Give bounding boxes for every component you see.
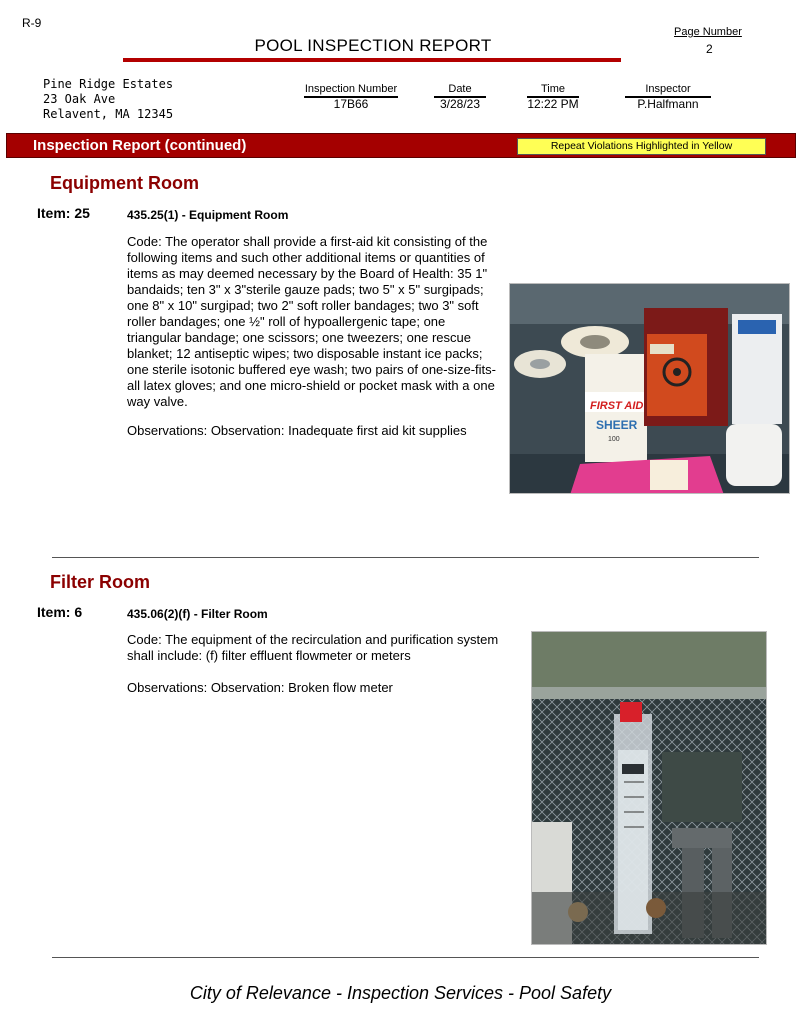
flow-meter-photo-drawing xyxy=(532,632,767,945)
footer-text: City of Relevance - Inspection Services - Pool Safety xyxy=(189,983,612,1003)
facility-city: Relavent, MA 12345 xyxy=(43,107,174,121)
date-value: 3/28/23 xyxy=(439,97,481,111)
section-title-equipment-room: Equipment Room xyxy=(50,173,199,193)
inspector-value: P.Halfmann xyxy=(637,97,699,111)
date-label: Date xyxy=(434,83,486,98)
inspection-number-label: Inspection Number xyxy=(304,83,398,98)
page-number-label: Page Number xyxy=(674,26,742,38)
item-code-text: Code: The operator shall provide a first-aid kit consisting of the following items and such other additional items or quantities of items as may deemed necessary by the Board of Health: 35 1" bandaids; ten 3" x 3"sterile gauze pads; two 5" x 5" surgipads; one 8" x 10" surgipad; two 2" soft roller bandages; two 3" soft roller bandages; one ½" roll of hypoallergenic tape; one triangular bandage; one scissors; one tweezers; one rescue blanket; 12 antiseptic wipes; two disposable instant ice packs; one sterile isotonic buffered eye wash; two pairs of one-size-fits-all latex gloves; and one micro-shield or pocket mask with a one way valve. xyxy=(127,234,496,409)
form-id: R-9 xyxy=(22,16,42,30)
item-label: Item: 6 xyxy=(37,604,83,620)
first-aid-kit-photo xyxy=(509,283,790,494)
time-label: Time xyxy=(527,83,579,98)
banner-title: Inspection Report (continued) xyxy=(33,137,247,154)
item-label: Item: 25 xyxy=(37,205,90,221)
item-code-ref: 435.06(2)(f) - Filter Room xyxy=(127,607,268,621)
item-code-ref: 435.25(1) - Equipment Room xyxy=(127,208,289,222)
inspection-number-value: 17B66 xyxy=(333,97,369,111)
time-value: 12:22 PM xyxy=(527,97,579,111)
item-observation: Observations: Observation: Broken flow meter xyxy=(127,680,393,695)
repeat-violations-note: Repeat Violations Highlighted in Yellow xyxy=(517,138,766,155)
first-aid-photo-text: FIRST AID xyxy=(590,400,644,412)
page-number-value: 2 xyxy=(706,42,713,56)
sheer-photo-text: SHEER xyxy=(596,418,638,432)
section-title-filter-room: Filter Room xyxy=(50,572,151,592)
facility-name: Pine Ridge Estates xyxy=(43,77,174,91)
flow-meter-photo xyxy=(531,631,767,945)
item-code-text: Code: The equipment of the recirculation and purification system shall include: (f) filter effluent flowmeter or meters xyxy=(127,632,499,663)
report-title: POOL INSPECTION REPORT xyxy=(254,36,492,55)
title-underline xyxy=(123,58,621,62)
footer-divider xyxy=(52,957,759,958)
first-aid-kit-photo-drawing xyxy=(510,284,790,494)
report-banner xyxy=(6,133,796,158)
count-photo-text: 100 xyxy=(608,436,620,443)
section-divider xyxy=(52,557,759,558)
facility-street: 23 Oak Ave xyxy=(43,92,116,106)
inspector-label: Inspector xyxy=(625,83,711,98)
item-observation: Observations: Observation: Inadequate first aid kit supplies xyxy=(127,423,467,438)
